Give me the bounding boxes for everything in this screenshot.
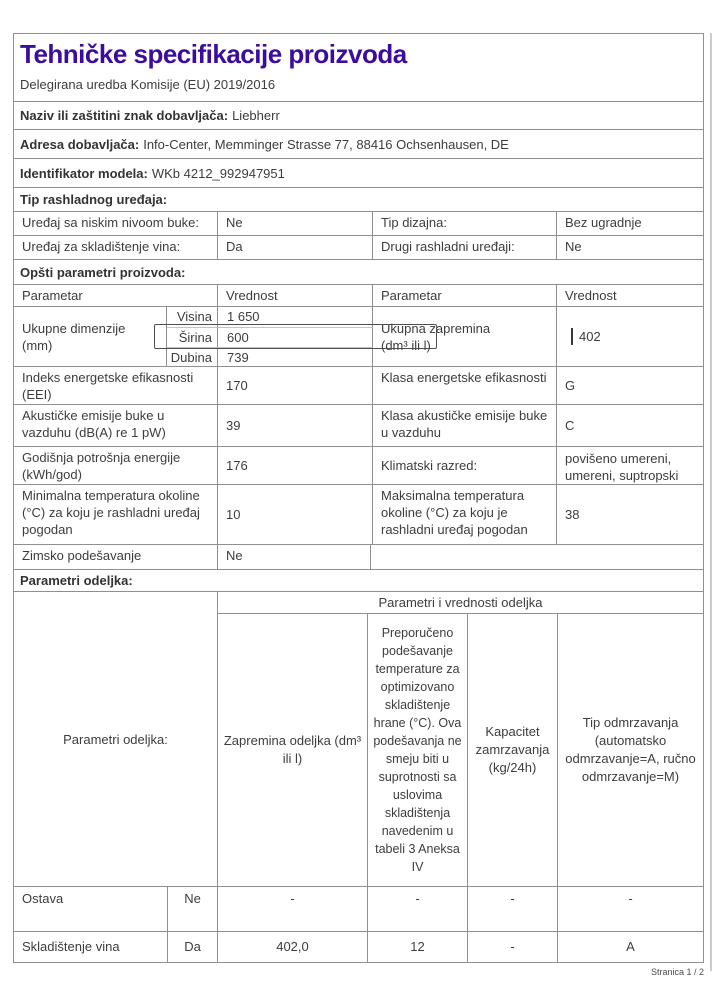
model-id-value: WKb 4212_992947951 — [151, 166, 285, 181]
column-header-volume: Zapremina odeljka (dm³ ili l) — [218, 614, 368, 886]
param-label: Maksimalna temperatura okoline (°C) za koju je rashladni uređaj pogodan — [373, 485, 557, 544]
dimension-name: Širina — [167, 327, 218, 347]
param-label: Uređaj sa niskim nivoom buke: — [14, 212, 218, 235]
table-row — [14, 404, 703, 446]
compartment-present: Ne — [168, 887, 218, 931]
param-value: 170 — [218, 367, 373, 404]
param-label: Klasa energetske efikasnosti — [373, 367, 557, 404]
general-section-heading: Opšti parametri proizvoda: — [20, 265, 186, 280]
param-value: Ne — [218, 545, 371, 569]
table-row — [14, 211, 703, 235]
dimension-name: Visina — [167, 307, 218, 327]
supplier-name-label: Naziv ili zaštitini znak dobavljača: — [20, 108, 229, 123]
supplier-name-value: Liebherr — [232, 108, 280, 123]
param-value: Ne — [218, 212, 373, 235]
param-value: G — [565, 378, 576, 393]
total-volume-cell — [557, 307, 703, 366]
supplier-address-label: Adresa dobavljača: — [20, 137, 140, 152]
param-value: 176 — [218, 447, 373, 484]
compartment-row — [14, 931, 703, 963]
model-id-label: Identifikator modela: — [20, 166, 148, 181]
column-header: Vrednost — [565, 288, 617, 303]
param-value: 39 — [218, 405, 373, 446]
column-header: Vrednost — [218, 285, 373, 306]
param-label: Drugi rashladni uređaji: — [373, 236, 557, 259]
total-volume-value: 402 — [579, 329, 601, 344]
compartment-freezing: - — [468, 932, 558, 963]
table-row — [14, 366, 703, 404]
table-row — [14, 235, 703, 259]
table-row — [14, 446, 703, 484]
dimension-name: Dubina — [167, 347, 218, 366]
dimensions-row — [14, 306, 703, 366]
column-header-defrost: Tip odmrzavanja (automatsko odmrzavanje=A, ručno odmrzavanje=M) — [565, 715, 696, 784]
dimension-value: 1 650 — [218, 307, 373, 327]
param-value: 10 — [218, 485, 373, 544]
compartment-volume: 402,0 — [218, 932, 368, 963]
param-value: Da — [218, 236, 373, 259]
compartment-defrost: - — [628, 891, 633, 906]
compartment-section-heading: Parametri odeljka: — [20, 573, 133, 588]
param-value: C — [565, 418, 575, 433]
total-volume-label: Ukupna zapremina (dm³ ili l) — [373, 307, 557, 366]
regulation-subtitle: Delegirana uredba Komisije (EU) 2019/2016 — [20, 77, 276, 92]
param-value: Bez ugradnje — [565, 215, 642, 230]
param-label: Indeks energetske efikasnosti (EEI) — [14, 367, 218, 404]
compartment-freezing: - — [468, 887, 558, 931]
table-row — [14, 544, 703, 569]
compartment-span-header: Parametri i vrednosti odeljka — [218, 592, 703, 614]
header-block — [14, 34, 703, 101]
param-label: Akustičke emisije buke u vazduhu (dB(A) re 1 pW) — [14, 405, 218, 446]
param-label: Uređaj za skladištenje vina: — [14, 236, 218, 259]
column-header: Parametar — [373, 285, 557, 306]
compartment-defrost: A — [626, 939, 635, 954]
page-edge-line — [710, 33, 712, 971]
column-header-temperature: Preporučeno podešavanje temperature za optimizovano skladištenje hrane (°C). Ova podešavanja ne smeju biti u suprotnosti sa uslovima skladištenja navedenim u tabeli 3 Aneksa IV — [368, 614, 468, 886]
compartment-temperature: 12 — [368, 932, 468, 963]
compartment-row — [14, 886, 703, 931]
param-label: Zimsko podešavanje — [14, 545, 218, 569]
dimension-value: 600 — [218, 327, 373, 347]
table-row — [14, 484, 703, 544]
type-section-heading-row — [14, 187, 703, 211]
supplier-name-row — [14, 101, 703, 129]
compartment-present: Da — [168, 932, 218, 963]
model-id-row — [14, 158, 703, 187]
param-label: Tip dizajna: — [373, 212, 557, 235]
compartment-volume: - — [218, 887, 368, 931]
type-section-heading: Tip rashladnog uređaja: — [20, 192, 168, 207]
compartment-section-heading-row — [14, 569, 703, 591]
supplier-address-value: Info-Center, Memminger Strasse 77, 88416 Ochsenhausen, DE — [143, 137, 509, 152]
compartment-temperature: - — [368, 887, 468, 931]
param-value: 38 — [565, 507, 580, 522]
page-title: Tehničke specifikacije proizvoda — [20, 39, 407, 69]
text-cursor — [571, 328, 573, 345]
supplier-address-row — [14, 129, 703, 158]
param-label: Klimatski razred: — [373, 447, 557, 484]
param-value: Ne — [565, 239, 582, 254]
compartment-row-header: Parametri odeljka: — [14, 592, 218, 886]
param-label: Minimalna temperatura okoline (°C) za koju je rashladni uređaj pogodan — [14, 485, 218, 544]
spec-sheet — [13, 33, 704, 963]
dimensions-label: Ukupne dimenzije (mm) — [14, 307, 167, 366]
param-label: Klasa akustičke emisije buke u vazduhu — [373, 405, 557, 446]
compartment-name: Skladištenje vina — [14, 932, 168, 963]
dimension-value: 739 — [218, 347, 373, 366]
empty-cell — [371, 545, 703, 569]
compartment-name: Ostava — [14, 887, 168, 931]
page-number: Stranica 1 / 2 — [650, 967, 704, 977]
param-label: Godišnja potrošnja energije (kWh/god) — [14, 447, 218, 484]
column-header: Parametar — [14, 285, 218, 306]
param-value: povišeno umereni, umereni, suptropski — [565, 450, 679, 483]
general-section-heading-row — [14, 259, 703, 284]
compartment-table-header — [14, 591, 703, 886]
column-header-freezing: Kapacitet zamrzavanja (kg/24h) — [468, 614, 558, 886]
column-header-row — [14, 284, 703, 306]
